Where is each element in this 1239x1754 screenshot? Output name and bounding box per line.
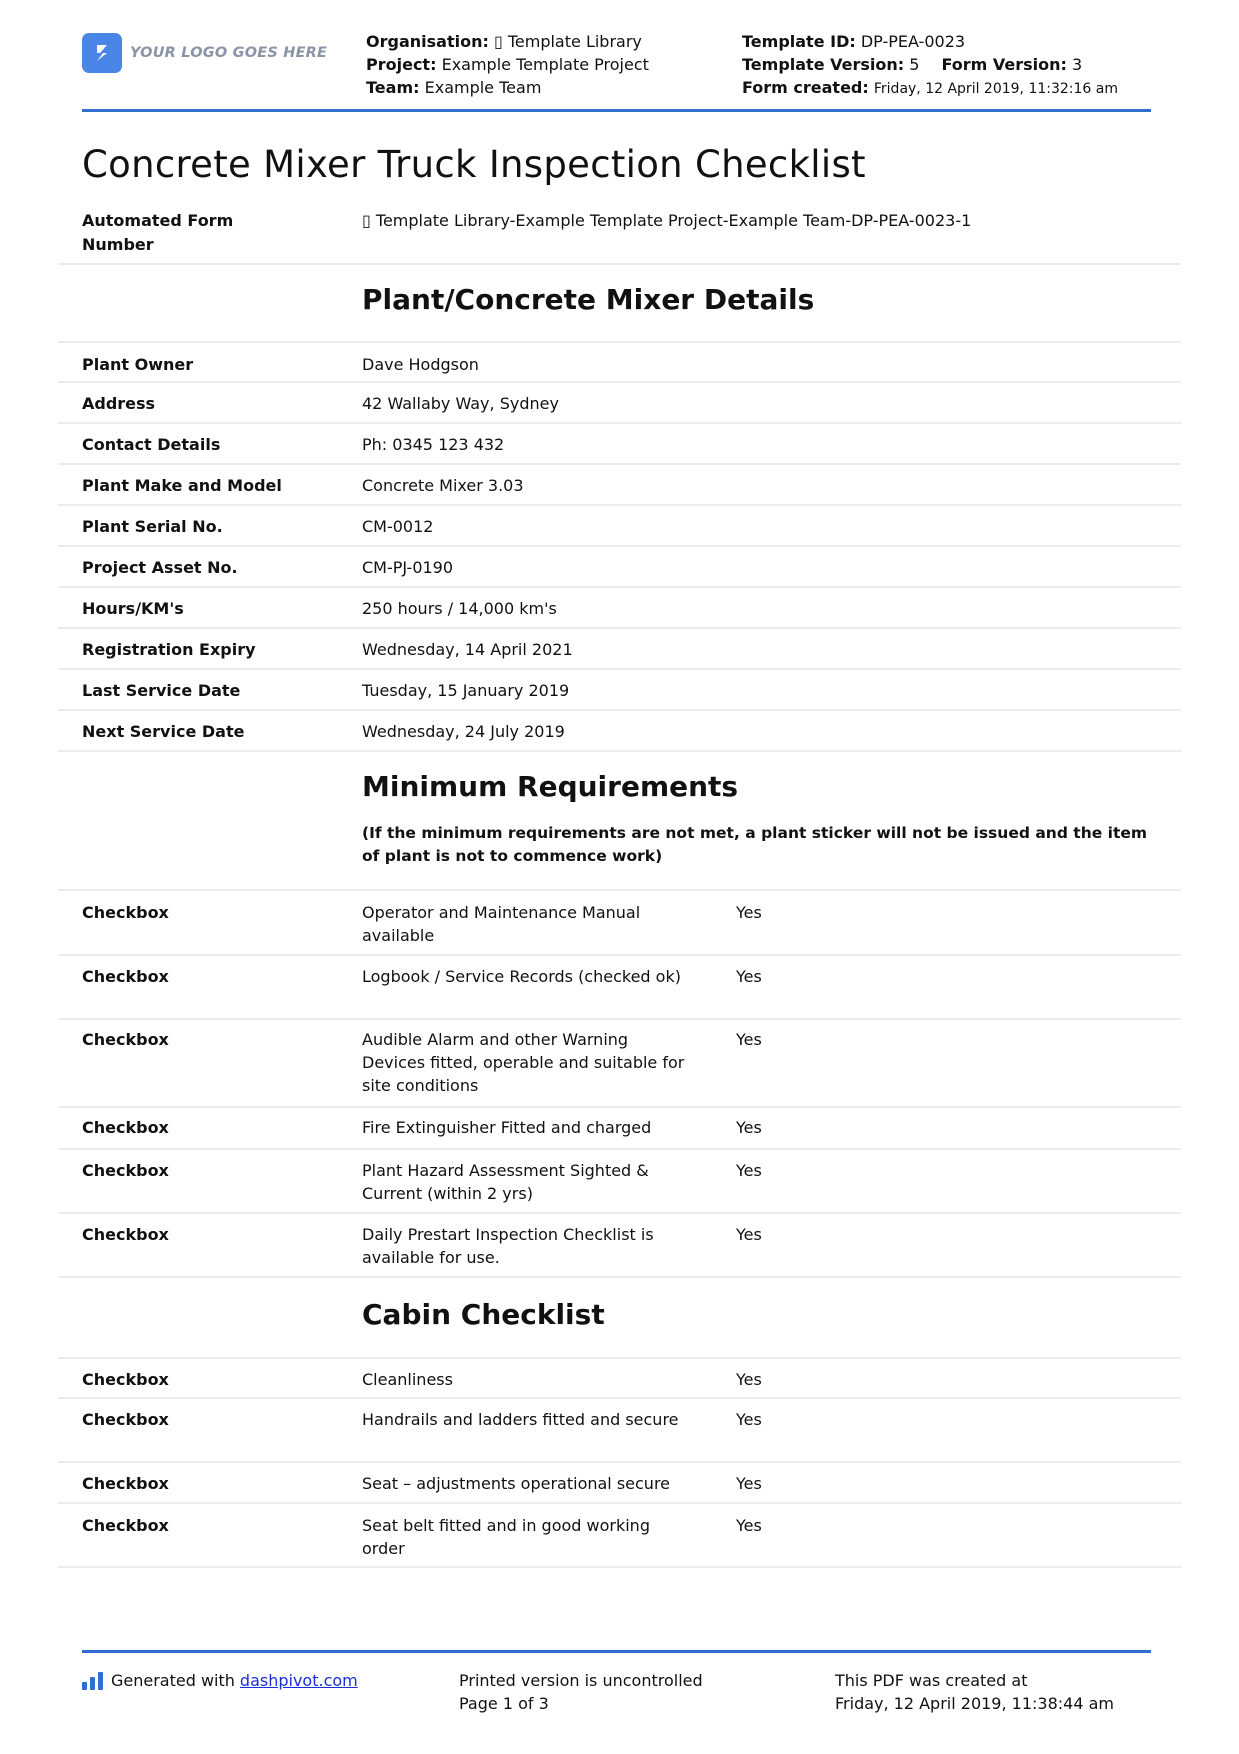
generated-with xyxy=(82,1669,358,1692)
row-type-label: Checkbox xyxy=(82,903,169,922)
form-version-label: Form Version: xyxy=(941,55,1067,74)
checklist-item: Cleanliness xyxy=(362,1370,453,1389)
field-label: Next Service Date xyxy=(82,722,245,741)
table-row xyxy=(58,506,1181,547)
company-logo xyxy=(82,33,327,73)
print-status xyxy=(459,1669,703,1715)
checklist-answer: Yes xyxy=(736,1370,762,1389)
table-row xyxy=(58,424,1181,465)
row-type-label: Checkbox xyxy=(82,1030,169,1049)
field-value: Ph: 0345 123 432 xyxy=(362,435,505,454)
checklist-answer: Yes xyxy=(736,1516,762,1535)
page-header xyxy=(82,28,1151,112)
project-value: Example Template Project xyxy=(441,55,649,74)
table-row xyxy=(58,711,1181,752)
field-value: Wednesday, 14 April 2021 xyxy=(362,640,573,659)
checklist-answer: Yes xyxy=(736,1410,762,1429)
form-version-value: 3 xyxy=(1071,55,1083,74)
team-label: Team: xyxy=(366,78,420,97)
project-label: Project: xyxy=(366,55,437,74)
template-id-value: DP-PEA-0023 xyxy=(860,32,966,51)
field-label: Plant Serial No. xyxy=(82,517,223,536)
field-label: Plant Owner xyxy=(82,355,194,374)
logo-text: YOUR LOGO GOES HERE xyxy=(130,45,328,61)
automated-form-number-value: ▯ Template Library-Example Template Project-Example Team-DP-PEA-0023-1 xyxy=(362,211,972,230)
field-label: Address xyxy=(82,394,156,413)
checklist-item: Plant Hazard Assessment Sighted & Current (within 2 yrs) xyxy=(362,1161,649,1203)
checklist-answer: Yes xyxy=(736,967,762,986)
team-value: Example Team xyxy=(424,78,542,97)
form-created-value: Friday, 12 April 2019, 11:32:16 am xyxy=(873,81,1118,97)
row-type-label: Checkbox xyxy=(82,1474,169,1493)
field-value: CM-0012 xyxy=(362,517,434,536)
minimum-requirements-table xyxy=(58,889,1181,1278)
field-label: Plant Make and Model xyxy=(82,476,282,495)
checklist-item: Logbook / Service Records (checked ok) xyxy=(362,967,681,986)
field-value: 42 Wallaby Way, Sydney xyxy=(362,394,559,413)
organisation-info xyxy=(366,30,649,99)
checklist-item: Daily Prestart Inspection Checklist is available for use. xyxy=(362,1225,654,1267)
table-row xyxy=(58,465,1181,506)
field-label: Registration Expiry xyxy=(82,640,256,659)
field-label: Contact Details xyxy=(82,435,221,454)
field-value: CM-PJ-0190 xyxy=(362,558,454,577)
table-row xyxy=(58,383,1181,424)
cabin-checklist-table xyxy=(58,1357,1181,1568)
field-value: Dave Hodgson xyxy=(362,355,479,374)
row-type-label: Checkbox xyxy=(82,1410,169,1429)
checklist-item: Seat belt fitted and in good working order xyxy=(362,1516,650,1558)
row-type-label: Checkbox xyxy=(82,1161,169,1180)
logo-icon xyxy=(82,33,122,73)
page-number: Page 1 of 3 xyxy=(459,1694,549,1713)
automated-form-number-row xyxy=(58,205,1181,265)
table-row xyxy=(58,670,1181,711)
row-type-label: Checkbox xyxy=(82,1516,169,1535)
checklist-row xyxy=(58,1399,1181,1463)
page-footer xyxy=(82,1650,1151,1730)
uncontrolled-text: Printed version is uncontrolled xyxy=(459,1671,703,1690)
row-type-label: Checkbox xyxy=(82,1225,169,1244)
template-id-label: Template ID: xyxy=(742,32,856,51)
checklist-item: Operator and Maintenance Manual available xyxy=(362,903,641,945)
checklist-answer: Yes xyxy=(736,1225,762,1244)
template-info xyxy=(742,30,1118,101)
checklist-answer: Yes xyxy=(736,1161,762,1180)
checklist-answer: Yes xyxy=(736,1474,762,1493)
checklist-row xyxy=(58,891,1181,956)
checklist-item: Audible Alarm and other Warning Devices fitted, operable and suitable for site conditions xyxy=(362,1030,685,1095)
checklist-item: Seat – adjustments operational secure xyxy=(362,1474,671,1493)
checklist-row xyxy=(58,1214,1181,1278)
checklist-item: Handrails and ladders fitted and secure xyxy=(362,1410,679,1429)
checklist-row xyxy=(58,956,1181,1020)
table-row xyxy=(58,547,1181,588)
field-value: 250 hours / 14,000 km's xyxy=(362,599,557,618)
field-label: Hours/KM's xyxy=(82,599,184,618)
checklist-row xyxy=(58,1020,1181,1108)
field-value: Wednesday, 24 July 2019 xyxy=(362,722,565,741)
checklist-row xyxy=(58,1463,1181,1504)
generated-with-text: Generated with xyxy=(111,1671,235,1690)
organisation-value: ▯ Template Library xyxy=(493,32,642,51)
checklist-row xyxy=(58,1150,1181,1214)
plant-details-heading: Plant/Concrete Mixer Details xyxy=(362,283,815,316)
dashpivot-link[interactable]: dashpivot.com xyxy=(239,1671,358,1690)
form-created-label: Form created: xyxy=(742,78,869,97)
checklist-answer: Yes xyxy=(736,1118,762,1137)
field-value: Concrete Mixer 3.03 xyxy=(362,476,524,495)
page-title: Concrete Mixer Truck Inspection Checklist xyxy=(82,143,866,186)
table-row xyxy=(58,343,1181,383)
checklist-row xyxy=(58,1504,1181,1568)
table-row xyxy=(58,588,1181,629)
template-version-label: Template Version: xyxy=(742,55,905,74)
plant-details-table xyxy=(58,341,1181,752)
row-type-label: Checkbox xyxy=(82,967,169,986)
dashpivot-icon xyxy=(82,1672,103,1690)
field-label: Last Service Date xyxy=(82,681,241,700)
row-type-label: Checkbox xyxy=(82,1118,169,1137)
cabin-checklist-heading: Cabin Checklist xyxy=(362,1298,605,1331)
field-value: Tuesday, 15 January 2019 xyxy=(362,681,570,700)
pdf-created-label: This PDF was created at xyxy=(835,1671,1028,1690)
field-label: Project Asset No. xyxy=(82,558,238,577)
template-version-value: 5 xyxy=(909,55,920,74)
row-type-label: Checkbox xyxy=(82,1370,169,1389)
table-row xyxy=(58,629,1181,670)
checklist-row xyxy=(58,1359,1181,1399)
checklist-item: Fire Extinguisher Fitted and charged xyxy=(362,1118,652,1137)
automated-form-number-label: Automated Form Number xyxy=(82,211,234,254)
checklist-answer: Yes xyxy=(736,903,762,922)
organisation-label: Organisation: xyxy=(366,32,489,51)
pdf-created-value: Friday, 12 April 2019, 11:38:44 am xyxy=(835,1694,1114,1713)
minimum-requirements-heading: Minimum Requirements xyxy=(362,770,739,803)
checklist-row xyxy=(58,1108,1181,1150)
checklist-answer: Yes xyxy=(736,1030,762,1049)
pdf-created xyxy=(835,1669,1114,1715)
minimum-requirements-note: (If the minimum requirements are not met, a plant sticker will not be issued and the item of plant is not to commence work) xyxy=(362,824,1148,865)
